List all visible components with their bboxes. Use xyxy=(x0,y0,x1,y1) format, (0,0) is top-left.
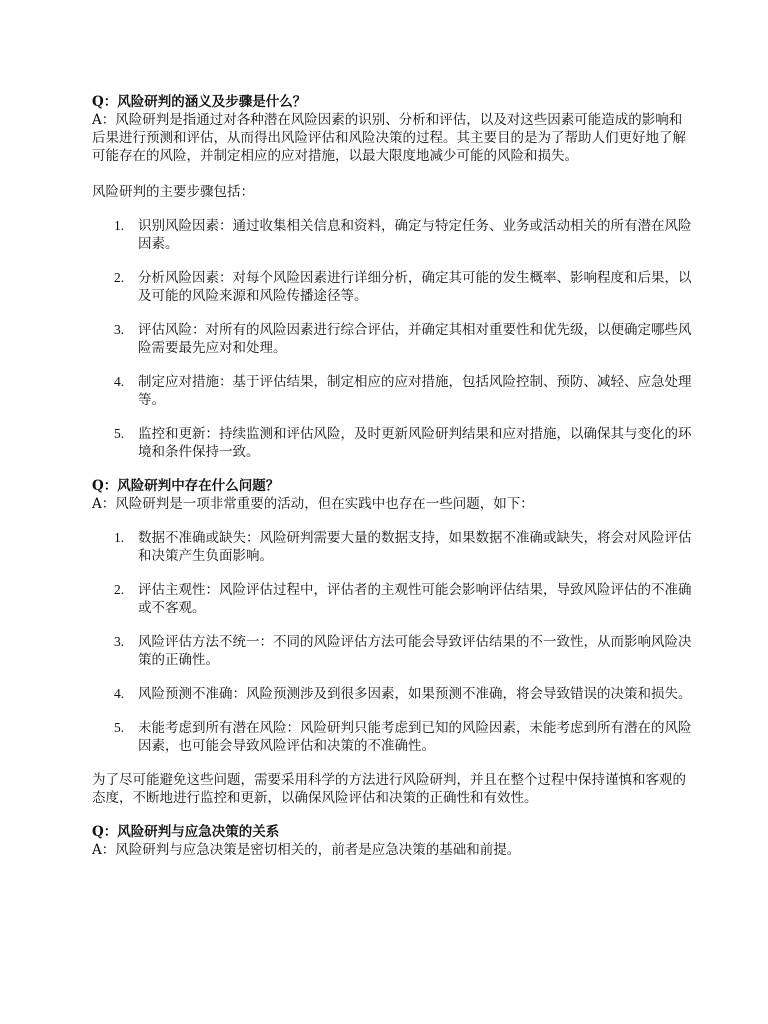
list-item-text: 未能考虑到所有潜在风险：风险研判只能考虑到已知的风险因素，未能考虑到所有潜在的风险因素，也可能会导致风险评估和决策的不准确性。 xyxy=(138,720,692,754)
list-number: 4. xyxy=(114,686,125,701)
list-item xyxy=(92,269,692,305)
list-item-text: 风险预测不准确：风险预测涉及到很多因素，如果预测不准确，将会导致错误的决策和损失。 xyxy=(138,686,692,702)
list-item-text: 评估风险：对所有的风险因素进行综合评估，并确定其相对重要性和优先级，以便确定哪些风险需要最先应对和处理。 xyxy=(138,322,692,356)
list-item-text: 分析风险因素：对每个风险因素进行详细分析，确定其可能的发生概率、影响程度和后果，以及可能的风险来源和风险传播途径等。 xyxy=(138,270,692,304)
list-number: 1. xyxy=(114,530,125,545)
list-item-text: 评估主观性：风险评估过程中，评估者的主观性可能会影响评估结果，导致风险评估的不准确或不客观。 xyxy=(138,582,692,616)
issues-list xyxy=(92,529,692,755)
conclusion-paragraph: 为了尽可能避免这些问题，需要采用科学的方法进行风险研判，并且在整个过程中保持谨慎和客观的态度，不断地进行监控和更新，以确保风险评估和决策的正确性和有效性。 xyxy=(92,772,686,806)
list-item xyxy=(92,581,692,617)
list-item-text: 数据不准确或缺失：风险研判需要大量的数据支持，如果数据不准确或缺失，将会对风险评估和决策产生负面影响。 xyxy=(138,530,692,564)
list-number: 3. xyxy=(114,322,125,337)
list-number: 1. xyxy=(114,218,125,233)
steps-intro: 风险研判的主要步骤包括： xyxy=(92,184,254,200)
list-item xyxy=(92,425,692,461)
document-page xyxy=(92,93,692,859)
answer-paragraph-3: A：风险研判与应急决策是密切相关的，前者是应急决策的基础和前提。 xyxy=(92,842,521,858)
answer-paragraph-2: A：风险研判是一项非常重要的活动，但在实践中也存在一些问题，如下： xyxy=(92,496,534,512)
list-item xyxy=(92,373,692,409)
list-number: 5. xyxy=(114,426,125,441)
list-number: 4. xyxy=(114,374,125,389)
list-number: 5. xyxy=(114,720,125,735)
answer-paragraph-1: A：风险研判是指通过对各种潜在风险因素的识别、分析和评估，以及对这些因素可能造成的影响和后果进行预测和评估，从而得出风险评估和风险决策的过程。其主要目的是为了帮助人们更好地了解可能存在的风险，并制定相应的应对措施，以最大限度地减少可能的风险和损失。 xyxy=(92,112,686,164)
list-item xyxy=(92,529,692,565)
list-number: 3. xyxy=(114,634,125,649)
list-item-text: 制定应对措施：基于评估结果，制定相应的应对措施，包括风险控制、预防、减轻、应急处理等。 xyxy=(138,374,692,408)
list-item-text: 风险评估方法不统一：不同的风险评估方法可能会导致评估结果的不一致性，从而影响风险决策的正确性。 xyxy=(138,634,692,668)
question-heading-2: Q：风险研判中存在什么问题？ xyxy=(92,478,280,494)
list-item xyxy=(92,685,692,703)
list-number: 2. xyxy=(114,270,125,285)
steps-list xyxy=(92,217,692,461)
question-heading-3: Q：风险研判与应急决策的关系 xyxy=(92,824,280,840)
list-item-text: 识别风险因素：通过收集相关信息和资料，确定与特定任务、业务或活动相关的所有潜在风险因素。 xyxy=(138,218,692,252)
list-item-text: 监控和更新：持续监测和评估风险，及时更新风险研判结果和应对措施，以确保其与变化的环境和条件保持一致。 xyxy=(138,426,692,460)
list-item xyxy=(92,217,692,253)
list-item xyxy=(92,321,692,357)
question-heading-1: Q：风险研判的涵义及步骤是什么？ xyxy=(92,94,307,110)
list-item xyxy=(92,633,692,669)
list-number: 2. xyxy=(114,582,125,597)
list-item xyxy=(92,719,692,755)
